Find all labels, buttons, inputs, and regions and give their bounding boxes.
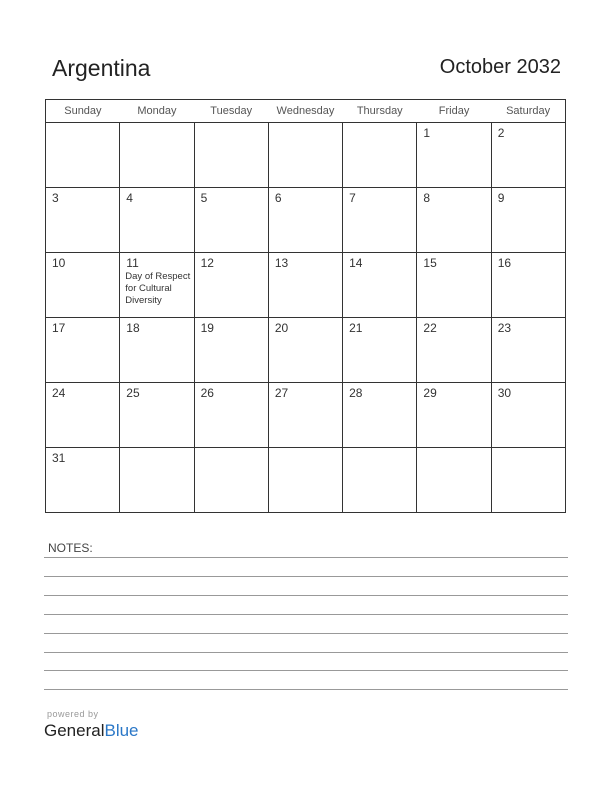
day-number: 20 bbox=[274, 321, 289, 335]
day-number: 25 bbox=[126, 386, 140, 400]
day-number: 3 bbox=[52, 191, 59, 205]
day-cell bbox=[491, 253, 565, 318]
day-cell bbox=[417, 253, 491, 318]
day-cell bbox=[194, 383, 268, 448]
week-row bbox=[46, 188, 566, 253]
day-cell bbox=[491, 318, 565, 383]
day-cell bbox=[491, 383, 565, 448]
day-cell bbox=[417, 123, 491, 188]
day-cell bbox=[268, 188, 342, 253]
day-number bbox=[195, 123, 268, 126]
note-line bbox=[44, 557, 568, 558]
day-cell bbox=[491, 188, 565, 253]
day-cell bbox=[120, 448, 194, 513]
note-line bbox=[44, 689, 568, 690]
day-cell bbox=[268, 318, 342, 383]
weekday-header: Tuesday bbox=[194, 100, 268, 123]
day-cell bbox=[417, 383, 491, 448]
day-cell bbox=[120, 123, 194, 188]
country-title: Argentina bbox=[52, 55, 151, 81]
weekday-header: Friday bbox=[417, 100, 491, 123]
week-row bbox=[46, 383, 566, 448]
week-row bbox=[46, 448, 566, 513]
powered-by-text: powered by bbox=[47, 709, 99, 719]
weekday-header-row bbox=[46, 100, 566, 123]
day-cell bbox=[343, 188, 417, 253]
week-row bbox=[46, 123, 566, 188]
brand-logo bbox=[44, 721, 139, 741]
day-number bbox=[343, 448, 416, 451]
day-cell bbox=[343, 448, 417, 513]
day-number: 8 bbox=[423, 191, 431, 205]
weekday-header: Monday bbox=[120, 100, 194, 123]
day-number: 30 bbox=[497, 386, 512, 400]
day-number: 6 bbox=[274, 191, 282, 205]
day-cell bbox=[343, 383, 417, 448]
day-cell bbox=[194, 123, 268, 188]
day-number bbox=[269, 448, 342, 451]
day-number bbox=[195, 448, 268, 451]
day-cell bbox=[491, 123, 565, 188]
day-cell bbox=[268, 123, 342, 188]
day-number: 24 bbox=[52, 386, 66, 400]
note-line bbox=[44, 633, 568, 634]
day-cell bbox=[194, 188, 268, 253]
day-number: 5 bbox=[200, 191, 208, 205]
day-cell bbox=[491, 448, 565, 513]
day-number bbox=[120, 448, 193, 451]
day-cell bbox=[268, 383, 342, 448]
day-number: 31 bbox=[52, 451, 66, 465]
day-cell bbox=[194, 253, 268, 318]
day-cell bbox=[46, 383, 120, 448]
day-number: 22 bbox=[423, 321, 437, 335]
weekday-header: Sunday bbox=[46, 100, 120, 123]
note-line bbox=[44, 576, 568, 577]
weekday-header: Wednesday bbox=[268, 100, 342, 123]
day-number: 15 bbox=[423, 256, 437, 270]
week-row bbox=[46, 318, 566, 383]
day-cell bbox=[46, 253, 120, 318]
day-number bbox=[120, 123, 193, 126]
day-number: 19 bbox=[200, 321, 214, 335]
day-number bbox=[492, 448, 565, 451]
brand-general: General bbox=[44, 721, 105, 740]
note-line bbox=[44, 670, 568, 671]
day-cell bbox=[46, 188, 120, 253]
day-number: 4 bbox=[126, 191, 133, 205]
day-number: 23 bbox=[497, 321, 512, 335]
day-cell bbox=[417, 448, 491, 513]
day-number: 13 bbox=[274, 256, 289, 270]
day-cell bbox=[268, 253, 342, 318]
day-number: 2 bbox=[497, 126, 505, 140]
day-number: 16 bbox=[497, 256, 512, 270]
month-year-title: October 2032 bbox=[439, 56, 561, 78]
day-number: 9 bbox=[497, 191, 505, 205]
day-number: 1 bbox=[423, 126, 431, 140]
day-cell bbox=[417, 188, 491, 253]
day-number: 26 bbox=[200, 386, 214, 400]
day-cell bbox=[343, 318, 417, 383]
day-number: 28 bbox=[349, 386, 363, 400]
day-number: 11 bbox=[126, 256, 139, 270]
day-number: 17 bbox=[52, 321, 66, 335]
day-number: 10 bbox=[52, 256, 66, 270]
day-cell bbox=[268, 448, 342, 513]
day-number bbox=[46, 123, 119, 126]
day-cell bbox=[343, 253, 417, 318]
day-number bbox=[417, 448, 490, 451]
day-cell bbox=[194, 318, 268, 383]
day-cell bbox=[343, 123, 417, 188]
day-number: 21 bbox=[349, 321, 363, 335]
day-cell bbox=[120, 253, 194, 318]
notes-label: NOTES: bbox=[48, 541, 93, 555]
note-line bbox=[44, 595, 568, 596]
day-number: 7 bbox=[349, 191, 356, 205]
day-number bbox=[269, 123, 342, 126]
day-number: 12 bbox=[200, 256, 214, 270]
day-cell bbox=[417, 318, 491, 383]
day-cell bbox=[120, 188, 194, 253]
day-number bbox=[343, 123, 416, 126]
day-number: 27 bbox=[274, 386, 289, 400]
calendar-grid bbox=[45, 99, 566, 513]
day-cell bbox=[194, 448, 268, 513]
day-cell bbox=[46, 448, 120, 513]
brand-blue: Blue bbox=[104, 721, 139, 740]
day-number: 29 bbox=[423, 386, 437, 400]
day-cell bbox=[120, 383, 194, 448]
week-row bbox=[46, 253, 566, 318]
note-line bbox=[44, 652, 568, 653]
day-cell bbox=[120, 318, 194, 383]
holiday-label: Day of Respect for Cultural Diversity bbox=[125, 271, 191, 306]
day-number: 18 bbox=[126, 321, 140, 335]
day-cell bbox=[46, 318, 120, 383]
weekday-header: Saturday bbox=[491, 100, 565, 123]
day-number: 14 bbox=[349, 256, 363, 270]
day-cell bbox=[46, 123, 120, 188]
weekday-header: Thursday bbox=[343, 100, 417, 123]
note-line bbox=[44, 614, 568, 615]
